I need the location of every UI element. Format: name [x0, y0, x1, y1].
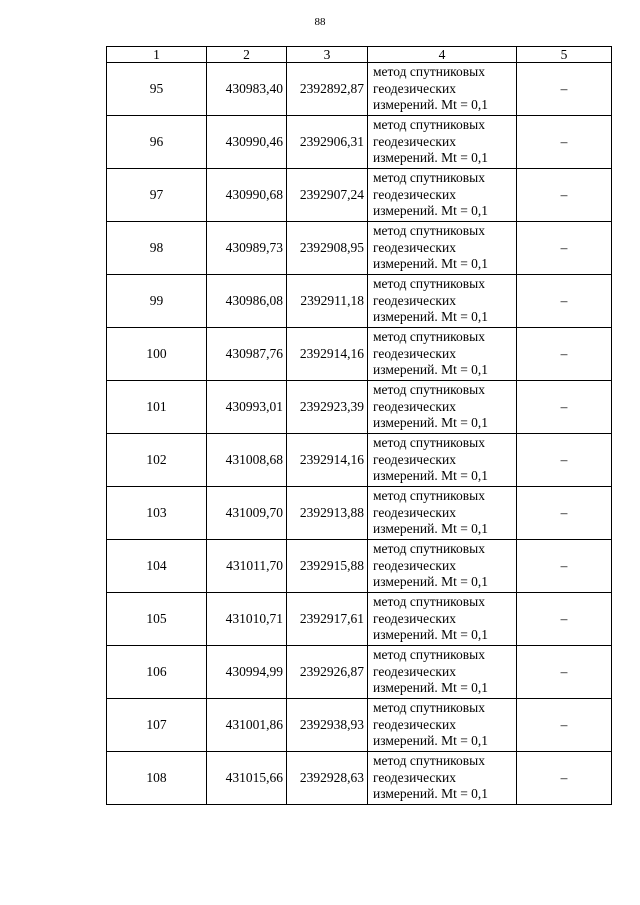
- coord-x: 430990,46: [207, 116, 287, 169]
- coord-x: 431009,70: [207, 487, 287, 540]
- method-line: измерений. Mt = 0,1: [373, 786, 489, 802]
- point-number: 99: [107, 275, 207, 328]
- method-line: метод спутниковых: [373, 594, 485, 610]
- method-line: геодезических: [373, 239, 456, 255]
- coord-x: 430987,76: [207, 328, 287, 381]
- note-cell: –: [517, 752, 612, 805]
- method-cell: [368, 487, 517, 540]
- table-row: [107, 593, 612, 646]
- coord-y: 2392914,16: [287, 328, 368, 381]
- method-line: метод спутниковых: [373, 541, 485, 557]
- header-col-1: 1: [107, 47, 207, 63]
- table-row: [107, 752, 612, 805]
- method-line: измерений. Mt = 0,1: [373, 680, 489, 696]
- method-cell: [368, 699, 517, 752]
- method-line: геодезических: [373, 133, 456, 149]
- coord-y: 2392906,31: [287, 116, 368, 169]
- point-number: 104: [107, 540, 207, 593]
- method-line: геодезических: [373, 345, 456, 361]
- coord-y: 2392908,95: [287, 222, 368, 275]
- table-row: [107, 381, 612, 434]
- method-line: измерений. Mt = 0,1: [373, 468, 489, 484]
- table-row: [107, 328, 612, 381]
- method-line: метод спутниковых: [373, 170, 485, 186]
- method-line: измерений. Mt = 0,1: [373, 627, 489, 643]
- coord-y: 2392914,16: [287, 434, 368, 487]
- method-line: метод спутниковых: [373, 488, 485, 504]
- note-cell: –: [517, 222, 612, 275]
- note-cell: –: [517, 699, 612, 752]
- point-number: 103: [107, 487, 207, 540]
- note-cell: –: [517, 116, 612, 169]
- note-cell: –: [517, 540, 612, 593]
- method-line: измерений. Mt = 0,1: [373, 150, 489, 166]
- note-cell: –: [517, 381, 612, 434]
- note-cell: –: [517, 63, 612, 116]
- method-line: измерений. Mt = 0,1: [373, 733, 489, 749]
- table-row: [107, 169, 612, 222]
- coord-y: 2392911,18: [287, 275, 368, 328]
- method-line: геодезических: [373, 186, 456, 202]
- note-cell: –: [517, 487, 612, 540]
- method-cell: [368, 540, 517, 593]
- method-cell: [368, 222, 517, 275]
- method-line: метод спутниковых: [373, 647, 485, 663]
- method-line: метод спутниковых: [373, 276, 485, 292]
- coord-y: 2392907,24: [287, 169, 368, 222]
- coord-x: 431008,68: [207, 434, 287, 487]
- point-number: 98: [107, 222, 207, 275]
- method-cell: [368, 646, 517, 699]
- table-row: [107, 699, 612, 752]
- coord-y: 2392938,93: [287, 699, 368, 752]
- header-col-4: 4: [368, 47, 517, 63]
- coord-x: 430994,99: [207, 646, 287, 699]
- coordinates-table: [106, 46, 612, 805]
- table-row: [107, 63, 612, 116]
- method-line: геодезических: [373, 504, 456, 520]
- coord-x: 430989,73: [207, 222, 287, 275]
- method-cell: [368, 116, 517, 169]
- method-line: геодезических: [373, 663, 456, 679]
- method-line: метод спутниковых: [373, 223, 485, 239]
- method-line: метод спутниковых: [373, 329, 485, 345]
- table-row: [107, 540, 612, 593]
- coord-x: 431001,86: [207, 699, 287, 752]
- method-line: геодезических: [373, 716, 456, 732]
- method-cell: [368, 381, 517, 434]
- coord-x: 430983,40: [207, 63, 287, 116]
- method-cell: [368, 328, 517, 381]
- method-line: метод спутниковых: [373, 117, 485, 133]
- coord-x: 431015,66: [207, 752, 287, 805]
- note-cell: –: [517, 169, 612, 222]
- note-cell: –: [517, 328, 612, 381]
- table-row: [107, 646, 612, 699]
- point-number: 95: [107, 63, 207, 116]
- point-number: 105: [107, 593, 207, 646]
- coord-y: 2392928,63: [287, 752, 368, 805]
- method-line: метод спутниковых: [373, 753, 485, 769]
- coord-x: 430993,01: [207, 381, 287, 434]
- method-line: геодезических: [373, 80, 456, 96]
- method-cell: [368, 593, 517, 646]
- coord-x: 431010,71: [207, 593, 287, 646]
- point-number: 96: [107, 116, 207, 169]
- note-cell: –: [517, 275, 612, 328]
- coord-y: 2392917,61: [287, 593, 368, 646]
- table-body: [107, 63, 612, 805]
- method-line: геодезических: [373, 610, 456, 626]
- method-line: метод спутниковых: [373, 64, 485, 80]
- method-line: измерений. Mt = 0,1: [373, 203, 489, 219]
- point-number: 100: [107, 328, 207, 381]
- coord-y: 2392926,87: [287, 646, 368, 699]
- coord-y: 2392915,88: [287, 540, 368, 593]
- method-cell: [368, 63, 517, 116]
- coord-y: 2392892,87: [287, 63, 368, 116]
- coord-x: 431011,70: [207, 540, 287, 593]
- table-row: [107, 275, 612, 328]
- method-cell: [368, 752, 517, 805]
- method-line: геодезических: [373, 292, 456, 308]
- note-cell: –: [517, 646, 612, 699]
- method-line: геодезических: [373, 398, 456, 414]
- table-row: [107, 487, 612, 540]
- method-line: измерений. Mt = 0,1: [373, 309, 489, 325]
- table-row: [107, 434, 612, 487]
- point-number: 101: [107, 381, 207, 434]
- point-number: 106: [107, 646, 207, 699]
- header-col-2: 2: [207, 47, 287, 63]
- header-row: [107, 47, 612, 63]
- method-cell: [368, 434, 517, 487]
- method-line: метод спутниковых: [373, 700, 485, 716]
- method-line: геодезических: [373, 451, 456, 467]
- method-line: измерений. Mt = 0,1: [373, 362, 489, 378]
- method-line: измерений. Mt = 0,1: [373, 521, 489, 537]
- method-line: измерений. Mt = 0,1: [373, 574, 489, 590]
- coord-x: 430986,08: [207, 275, 287, 328]
- method-cell: [368, 275, 517, 328]
- page-number: 88: [314, 16, 326, 28]
- coord-y: 2392923,39: [287, 381, 368, 434]
- header-col-5: 5: [517, 47, 612, 63]
- header-col-3: 3: [287, 47, 368, 63]
- point-number: 108: [107, 752, 207, 805]
- table-row: [107, 222, 612, 275]
- note-cell: –: [517, 434, 612, 487]
- method-line: метод спутниковых: [373, 382, 485, 398]
- point-number: 97: [107, 169, 207, 222]
- table-header: [107, 47, 612, 63]
- method-line: метод спутниковых: [373, 435, 485, 451]
- table-row: [107, 116, 612, 169]
- method-line: измерений. Mt = 0,1: [373, 97, 489, 113]
- point-number: 102: [107, 434, 207, 487]
- note-cell: –: [517, 593, 612, 646]
- method-line: измерений. Mt = 0,1: [373, 256, 489, 272]
- method-line: геодезических: [373, 557, 456, 573]
- coord-x: 430990,68: [207, 169, 287, 222]
- method-cell: [368, 169, 517, 222]
- method-line: измерений. Mt = 0,1: [373, 415, 489, 431]
- point-number: 107: [107, 699, 207, 752]
- method-line: геодезических: [373, 769, 456, 785]
- coord-y: 2392913,88: [287, 487, 368, 540]
